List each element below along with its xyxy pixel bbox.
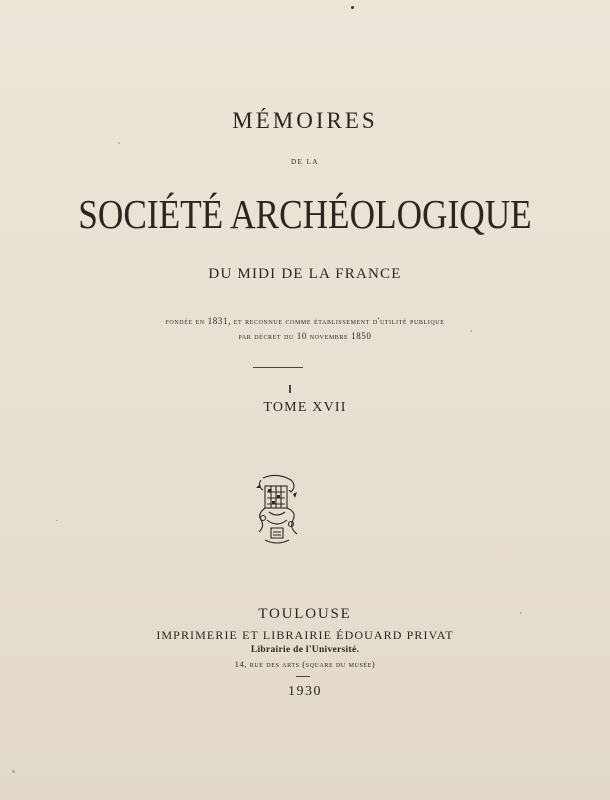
society-subtitle: DU MIDI DE LA FRANCE (208, 266, 402, 282)
foundation-line-1: fondée en 1831, et reconnue comme établissement d'utilité publique (165, 316, 445, 326)
printer-name: IMPRIMERIE ET LIBRAIRIE ÉDOUARD PRIVAT (156, 628, 454, 642)
ink-speck (351, 6, 354, 9)
publication-city: TOULOUSE (258, 606, 352, 622)
paper-speck (56, 520, 58, 521)
publisher-address: 14, rue des arts (square du musée) (234, 659, 376, 669)
divider-rule (253, 367, 303, 368)
paper-speck (12, 770, 15, 773)
foundation-statement (0, 314, 610, 344)
paper-speck (470, 330, 472, 332)
year-divider (296, 676, 310, 677)
foundation-line-2: par décret du 10 novembre 1850 (238, 331, 372, 341)
library-name: Librairie de l'Université. (250, 645, 360, 655)
society-title: SOCIÉTÉ ARCHÉOLOGIQUE (78, 191, 532, 237)
publication-year: 1930 (288, 684, 322, 699)
publisher-emblem-icon (253, 474, 301, 548)
volume-label: TOME XVII (263, 400, 347, 415)
series-title: MÉMOIRES (232, 108, 378, 133)
title-connector: DE LA (291, 158, 319, 166)
paper-speck (520, 612, 522, 614)
divider-tick (289, 385, 291, 393)
paper-speck (118, 142, 120, 144)
